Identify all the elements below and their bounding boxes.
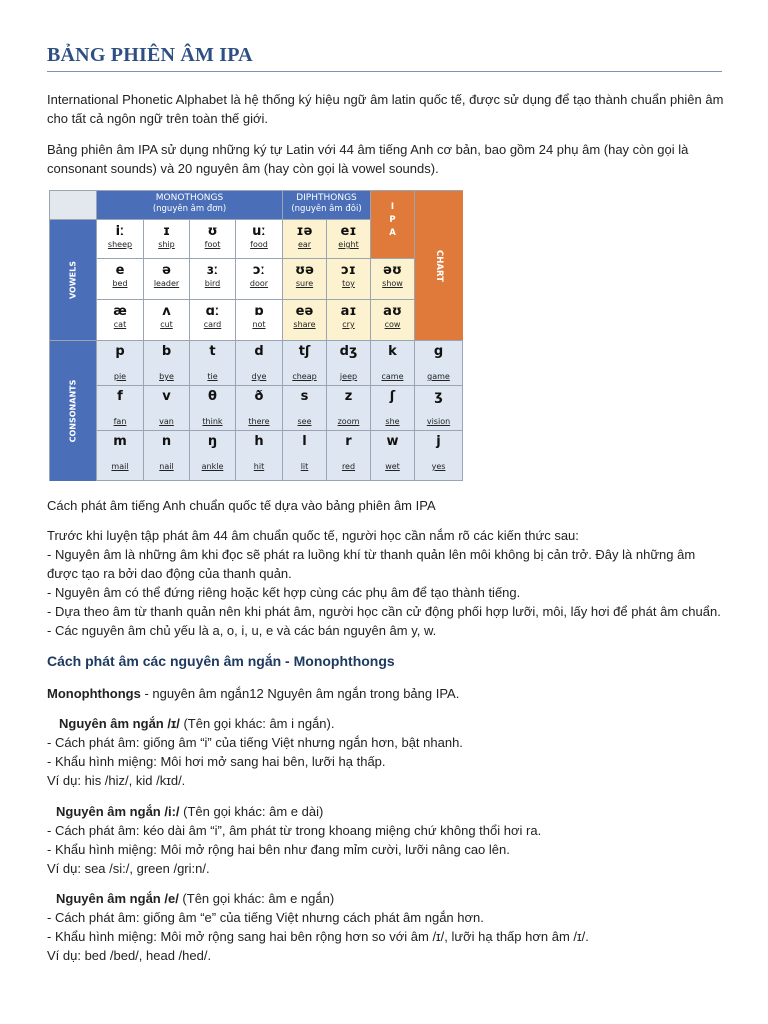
vowel-title: Nguyên âm ngắn /e/ [56,891,179,906]
title-divider [47,71,722,72]
ipa-cell [190,431,236,481]
ipa-symbol: tʃ [298,344,311,359]
ipa-cell [190,259,236,300]
ipa-cell [97,341,144,386]
prep-line: - Các nguyên âm chủ yếu là a, o, i, u, e và các bán nguyên âm y, w. [47,623,437,638]
ipa-cell [371,259,415,300]
ipa-example-word: cheap [292,372,317,381]
ipa-example-word: pie [113,372,127,381]
ipa-example-word: see [297,417,312,426]
ipa-example-word: vision [426,417,451,426]
ipa-cell [371,386,415,431]
ipa-cell [144,386,190,431]
ipa-symbol: ɒ [254,304,264,319]
prep-line: - Dựa theo âm từ thanh quản nên khi phát âm, người học cần cử động phối hợp lưỡi, môi, lấy hơi để phát âm chuẩn. [47,604,721,619]
ipa-cell [236,431,283,481]
monothongs-subtitle: (nguyên âm đơn) [152,204,227,214]
ipa-cell [144,431,190,481]
vowel-line: Ví dụ: sea /si:/, green /gri:n/. [47,861,210,876]
vowel-line: - Khẩu hình miệng: Môi mở rộng hai bên như đang mỉm cười, lưỡi nâng cao lên. [47,842,510,857]
vowel-line: - Cách phát âm: kéo dài âm “i”, âm phát từ trong khoang miệng chứ không thổi hơi ra. [47,823,542,838]
diphthongs-title: DIPHTHONGS [296,193,357,203]
ipa-cell [283,431,327,481]
ipa-symbol: ŋ [207,434,218,449]
ipa-symbol: ɑː [205,304,220,319]
monophthongs-intro [47,684,727,703]
monophthongs-desc: - nguyên âm ngắn12 Nguyên âm ngắn trong bảng IPA. [140,686,460,701]
ipa-example-word: red [341,462,356,471]
ipa-example-word: sheep [107,240,133,249]
ipa-symbol: ɜː [206,263,219,278]
ipa-symbol: ʌ [162,304,171,319]
ipa-symbol: uː [252,224,266,239]
ipa-cell [327,341,371,386]
ipa-letter-p: P [389,215,396,225]
ipa-symbol: ə [162,263,171,278]
ipa-cell [190,341,236,386]
ipa-cell [144,341,190,386]
ipa-cell [371,341,415,386]
chart-caption: Cách phát âm tiếng Anh chuẩn quốc tế dựa vào bảng phiên âm IPA [47,498,436,513]
ipa-example-word: jeep [339,372,358,381]
ipa-example-word: tie [207,372,218,381]
ipa-letter-i: I [390,202,395,212]
ipa-example-word: van [159,417,174,426]
ipa-example-word: hit [253,462,265,471]
ipa-symbol: r [345,434,352,449]
ipa-cell [190,386,236,431]
ipa-symbol: b [161,344,172,359]
ipa-cell [236,259,283,300]
ipa-cell [327,259,371,300]
monothongs-title: MONOTHONGS [155,193,224,203]
ipa-cell [97,259,144,300]
ipa-example-word: cat [113,320,127,329]
ipa-cell [144,300,190,341]
ipa-cell [283,259,327,300]
table-corner [50,191,97,220]
ipa-cell [327,431,371,481]
vowel-section-3 [47,889,727,965]
ipa-example-word: dye [251,372,267,381]
monothongs-header [97,191,283,220]
ipa-symbol: ʊə [295,263,314,278]
vowel-note: (Tên gọi khác: âm i ngắn). [179,716,335,731]
ipa-example-word: fan [113,417,127,426]
ipa-example-word: wet [385,462,400,471]
ipa-cell [236,341,283,386]
monophthongs-term: Monophthongs [47,686,141,701]
intro-paragraph-1: International Phonetic Alphabet là hệ thống ký hiệu ngữ âm latin quốc tế, được sử dụng để tạo thành chuẩn phiên âm cho tất cả ngôn ngữ trên toàn thế giới. [47,92,724,126]
ipa-example-word: came [381,372,404,381]
vowel-title: Nguyên âm ngắn /i:/ [56,804,180,819]
ipa-symbol: s [300,389,309,404]
ipa-cell [371,300,415,341]
ipa-example-word: toy [342,279,355,288]
ipa-symbol: aʊ [383,304,402,319]
ipa-symbol: dʒ [339,344,358,359]
vowel-title: Nguyên âm ngắn /ɪ/ [59,716,180,731]
ipa-symbol: e [115,263,125,278]
ipa-example-word: food [250,240,268,249]
ipa-cell [283,220,327,259]
ipa-example-word: cow [384,320,401,329]
ipa-example-word: bird [204,279,221,288]
ipa-symbol: n [161,434,172,449]
ipa-example-word: leader [153,279,180,288]
vowel-line: Ví dụ: his /hiz/, kid /kɪd/. [47,773,186,788]
ipa-cell [283,300,327,341]
ipa-symbol: t [209,344,216,359]
ipa-symbol: ʊ [207,224,218,239]
ipa-example-word: lit [300,462,309,471]
ipa-chart [49,190,463,481]
vowels-label: VOWELS [68,261,78,299]
vowel-line: - Cách phát âm: giống âm “e” của tiếng Việt nhưng cách phát âm ngắn hơn. [47,910,484,925]
diphthongs-subtitle: (nguyên âm đôi) [291,204,362,214]
ipa-example-word: share [293,320,316,329]
ipa-symbol: eə [295,304,314,319]
ipa-symbol: θ [208,389,217,404]
prep-line: - Nguyên âm là những âm khi đọc sẽ phát ra luồng khí từ thanh quản lên môi không bị cản trở. Đây là những âm được tạo ra bởi dao động của thanh quản. [47,547,696,581]
ipa-cell [144,220,190,259]
ipa-example-word: foot [204,240,221,249]
ipa-symbol: p [115,344,125,359]
ipa-cell [97,431,144,481]
ipa-symbol: æ [113,304,127,319]
ipa-example-word: ankle [201,462,224,471]
ipa-example-word: card [203,320,222,329]
ipa-cell [415,386,463,431]
ipa-cell [415,341,463,386]
ipa-example-word: cry [342,320,355,329]
page-title: BẢNG PHIÊN ÂM IPA [47,44,253,66]
ipa-symbol: f [117,389,123,404]
section-heading: Cách phát âm các nguyên âm ngắn - Monophthongs [47,653,395,669]
ipa-example-word: yes [431,462,446,471]
consonants-label: CONSONANTS [68,379,78,443]
ipa-symbol: d [254,344,264,359]
vowel-note: (Tên gọi khác: âm e dài) [179,804,324,819]
ipa-cell [236,220,283,259]
prep-notes [47,526,727,640]
ipa-example-word: she [385,417,400,426]
ipa-symbol: v [162,389,171,404]
ipa-example-word: zoom [337,417,360,426]
ipa-cell [236,300,283,341]
ipa-symbol: ð [254,389,264,404]
vowel-line: - Khẩu hình miệng: Môi hơi mở sang hai bên, lưỡi hạ thấp. [47,754,386,769]
ipa-example-word: ear [297,240,312,249]
ipa-symbol: ɪə [296,224,313,239]
vowel-line: Ví dụ: bed /bed/, head /hed/. [47,948,212,963]
ipa-symbol: iː [115,224,125,239]
ipa-letter-a: A [389,228,396,238]
ipa-example-word: not [252,320,266,329]
ipa-example-word: door [249,279,269,288]
ipa-example-word: mail [111,462,129,471]
ipa-symbol: l [302,434,307,449]
ipa-example-word: nail [159,462,174,471]
vowels-side-label [50,220,97,341]
ipa-cell [283,341,327,386]
ipa-symbol: w [386,434,399,449]
ipa-symbol: k [388,344,397,359]
ipa-cell [371,431,415,481]
consonants-side-label [50,341,97,481]
ipa-example-word: sure [295,279,314,288]
vowel-section-2 [47,802,727,878]
ipa-example-word: show [382,279,403,288]
vowel-note: (Tên gọi khác: âm e ngắn) [178,891,335,906]
ipa-symbol: əʊ [383,263,402,278]
ipa-example-word: think [202,417,223,426]
chart-label-cell [415,191,463,341]
ipa-example-word: eight [338,240,359,249]
ipa-symbol: ʒ [434,389,443,404]
ipa-cell [190,300,236,341]
vowel-line: - Khẩu hình miệng: Môi mở rộng sang hai bên rộng hơn so với âm /ɪ/, lưỡi hạ thấp hơn âm /ɪ/. [47,929,589,944]
ipa-example-word: there [248,417,270,426]
ipa-cell [327,386,371,431]
ipa-cell [415,431,463,481]
ipa-example-word: bed [112,279,128,288]
ipa-cell [327,300,371,341]
ipa-symbol: eɪ [340,224,357,239]
ipa-example-word: ship [158,240,175,249]
ipa-example-word: game [427,372,450,381]
ipa-symbol: h [254,434,264,449]
ipa-symbol: z [344,389,353,404]
ipa-example-word: bye [159,372,174,381]
ipa-cell [97,300,144,341]
ipa-symbol: g [433,344,444,359]
ipa-symbol: ɔː [252,263,266,278]
ipa-cell [236,386,283,431]
ipa-symbol: ʃ [389,389,396,404]
diphthongs-header [283,191,371,220]
prep-line: Trước khi luyện tập phát âm 44 âm chuẩn quốc tế, người học cần nắm rõ các kiến thức sau: [47,528,579,543]
intro-paragraph-2: Bảng phiên âm IPA sử dụng những ký tự Latin với 44 âm tiếng Anh cơ bản, bao gồm 24 phụ âm (hay còn gọi là consonant sounds) và 20 nguyên âm (hay còn gọi là vowel sounds). [47,142,689,176]
chart-label: CHART [434,249,444,282]
ipa-example-word: cut [160,320,173,329]
ipa-cell [327,220,371,259]
ipa-symbol: j [436,434,441,449]
vowel-section-1 [47,714,727,790]
ipa-label-cell [371,191,415,259]
ipa-cell [144,259,190,300]
ipa-symbol: ɔɪ [341,263,356,278]
ipa-cell [97,386,144,431]
ipa-symbol: m [113,434,127,449]
ipa-cell [283,386,327,431]
prep-line: - Nguyên âm có thể đứng riêng hoặc kết hợp cùng các phụ âm để tạo thành tiếng. [47,585,521,600]
ipa-symbol: aɪ [340,304,357,319]
ipa-cell [97,220,144,259]
vowel-line: - Cách phát âm: giống âm “i” của tiếng Việt nhưng ngắn hơn, bật nhanh. [47,735,463,750]
ipa-cell [190,220,236,259]
ipa-symbol: ɪ [162,224,171,239]
